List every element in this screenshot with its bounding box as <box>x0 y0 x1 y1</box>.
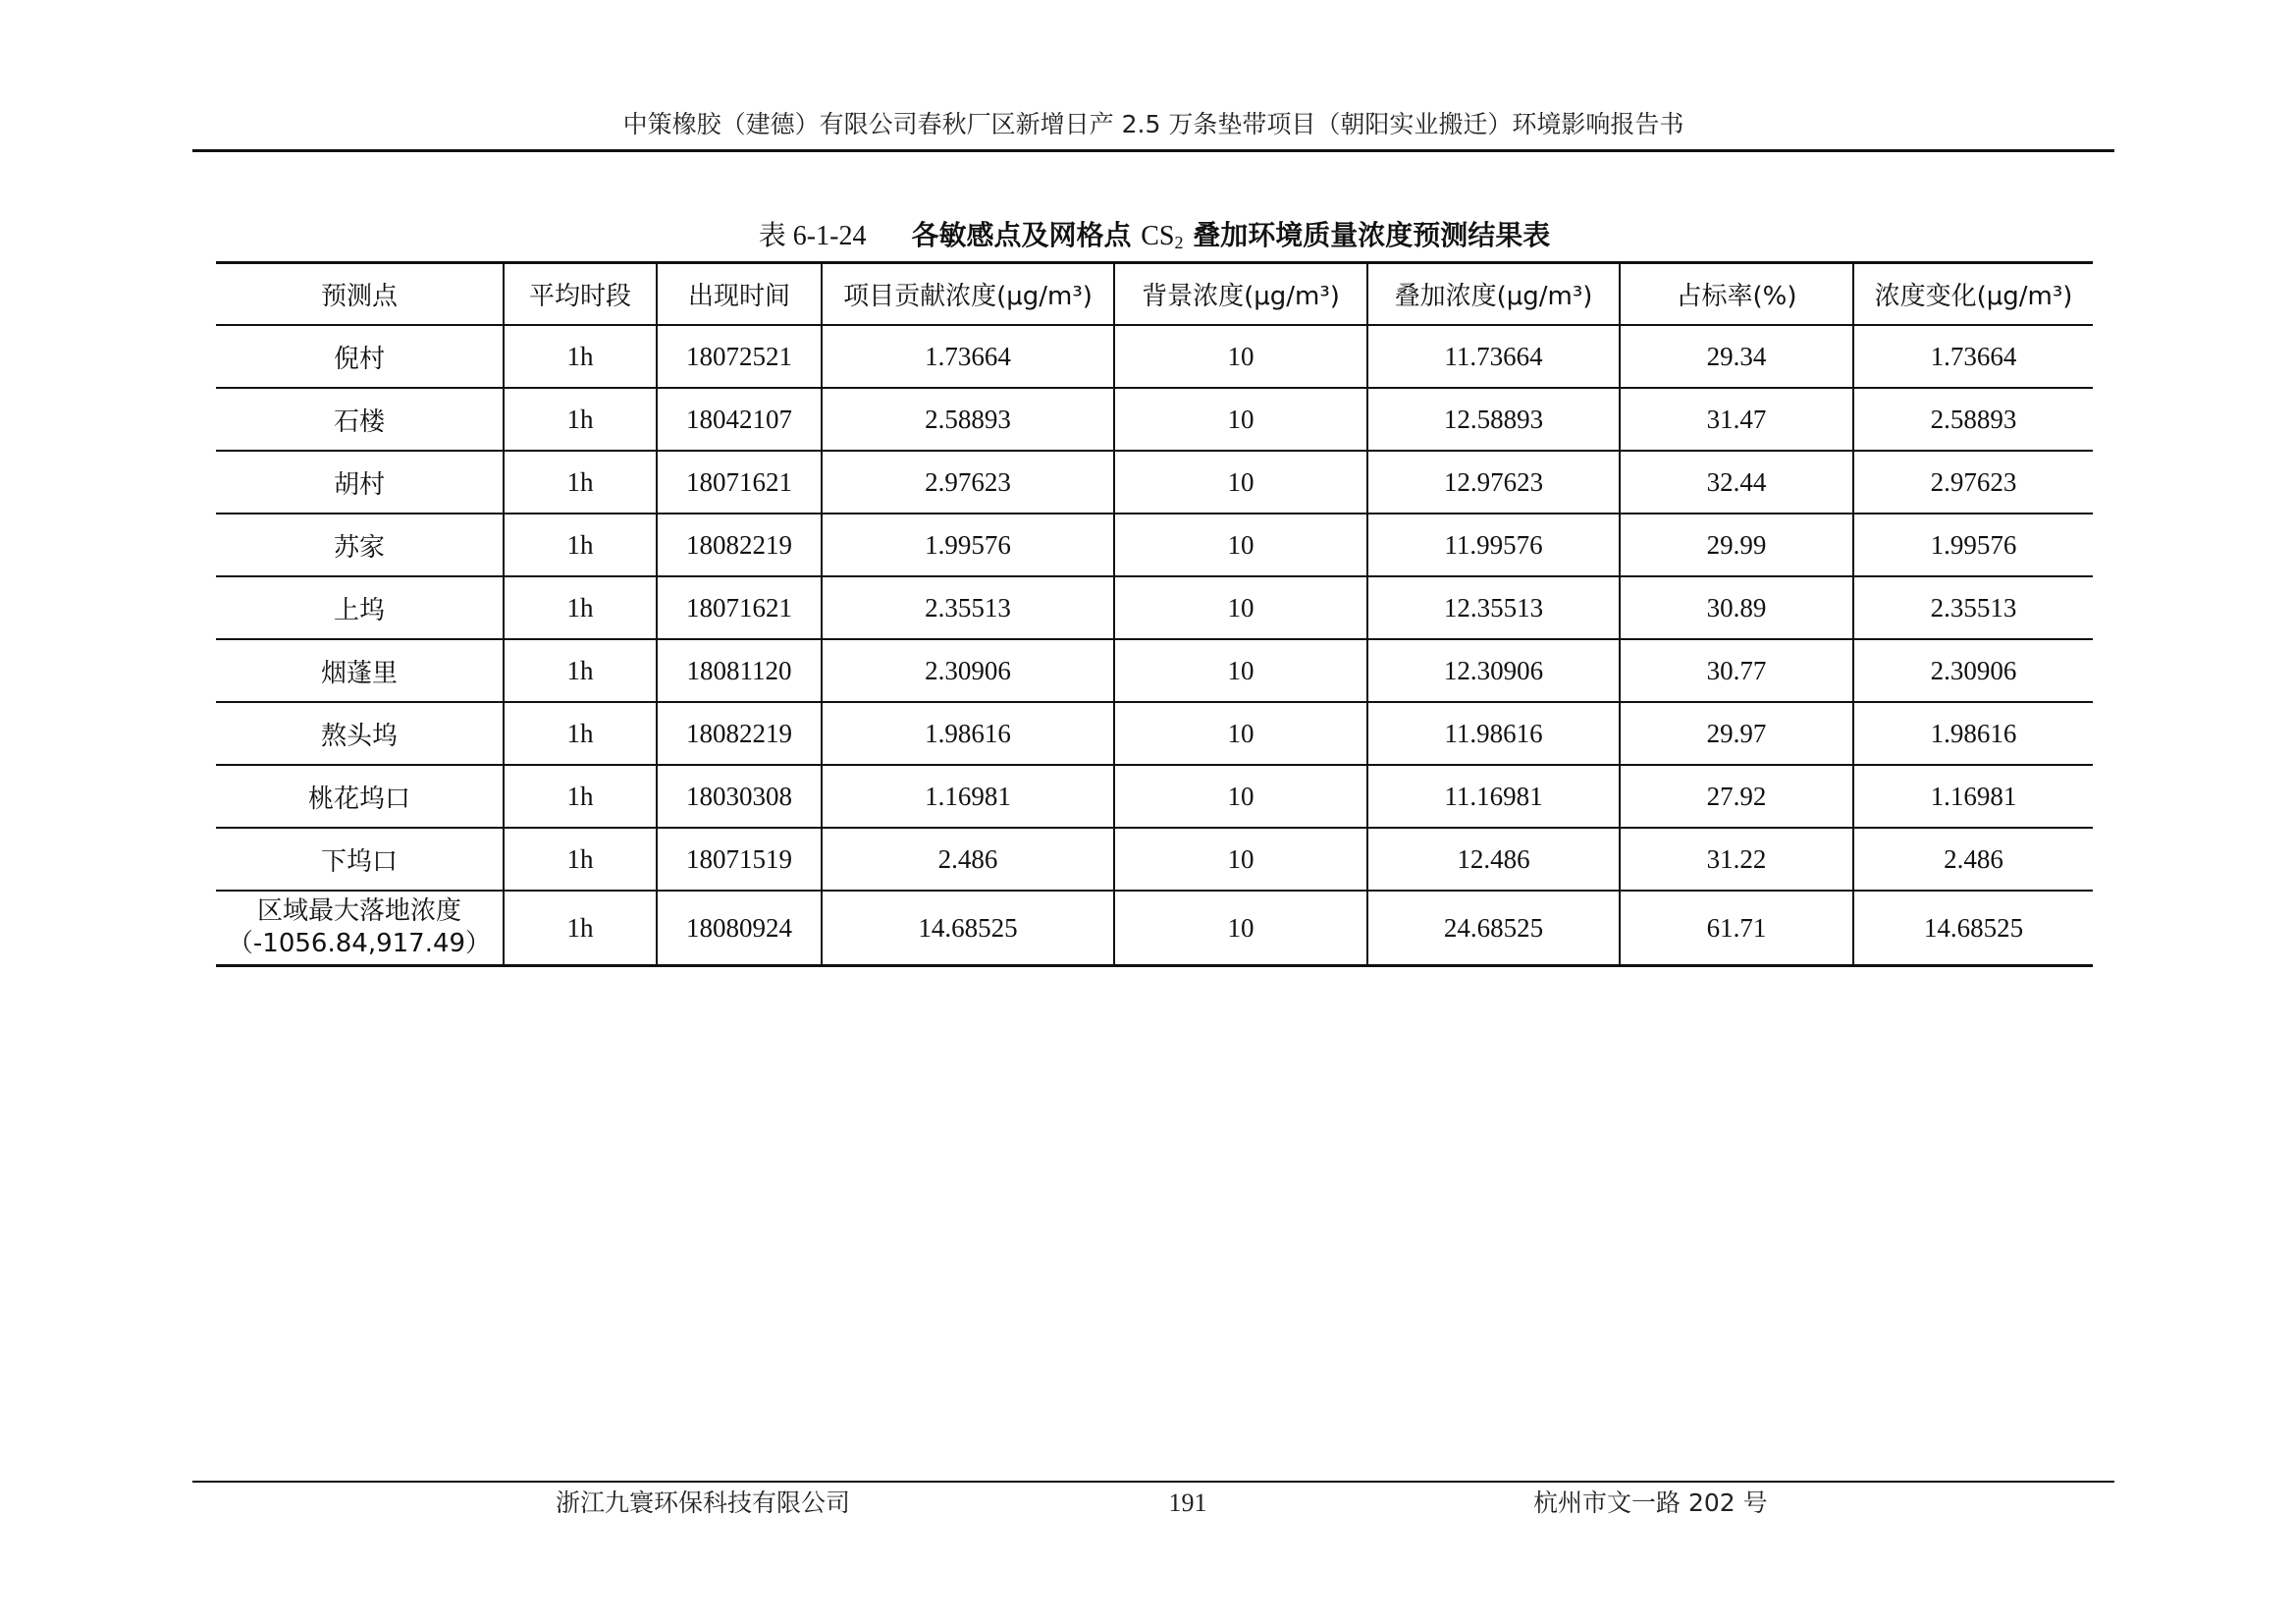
cell-background: 10 <box>1114 639 1367 702</box>
table-header-row <box>216 263 2093 326</box>
cell-time: 18082219 <box>657 702 822 765</box>
footer-address: 杭州市文一路 202 号 <box>1533 1489 1768 1517</box>
table-row <box>216 765 2093 828</box>
table-row <box>216 639 2093 702</box>
header-rule <box>192 149 2114 152</box>
cell-superposed: 11.99576 <box>1367 514 1620 576</box>
cell-point: 苏家 <box>216 514 504 576</box>
cell-superposed: 24.68525 <box>1367 891 1620 966</box>
cell-time: 18071621 <box>657 451 822 514</box>
cell-period: 1h <box>504 765 657 828</box>
cell-change: 2.58893 <box>1853 388 2093 451</box>
cell-change: 1.16981 <box>1853 765 2093 828</box>
cell-background: 10 <box>1114 514 1367 576</box>
cell-time: 18030308 <box>657 765 822 828</box>
page-header: 中策橡胶（建德）有限公司春秋厂区新增日产 2.5 万条垫带项目（朝阳实业搬迁）环境影响报告书 <box>622 110 1684 138</box>
cell-background: 10 <box>1114 702 1367 765</box>
cell-point: 上坞 <box>216 576 504 639</box>
cell-contribution: 1.16981 <box>822 765 1114 828</box>
cell-ratio: 61.71 <box>1620 891 1853 966</box>
cell-contribution: 14.68525 <box>822 891 1114 966</box>
cell-change: 1.99576 <box>1853 514 2093 576</box>
cell-change: 1.73664 <box>1853 325 2093 388</box>
table-row <box>216 325 2093 388</box>
table-row <box>216 388 2093 451</box>
table-row-max <box>216 891 2093 966</box>
cell-background: 10 <box>1114 765 1367 828</box>
cell-time: 18080924 <box>657 891 822 966</box>
cell-point: 石楼 <box>216 388 504 451</box>
table-row <box>216 828 2093 891</box>
table-row <box>216 451 2093 514</box>
column-header-superposed: 叠加浓度(μg/m³) <box>1367 263 1620 326</box>
cell-background: 10 <box>1114 325 1367 388</box>
cell-change: 2.35513 <box>1853 576 2093 639</box>
cell-time: 18082219 <box>657 514 822 576</box>
cell-period: 1h <box>504 388 657 451</box>
cell-point: 烟蓬里 <box>216 639 504 702</box>
cell-change: 1.98616 <box>1853 702 2093 765</box>
cell-change: 2.30906 <box>1853 639 2093 702</box>
table-row <box>216 576 2093 639</box>
cell-ratio: 30.77 <box>1620 639 1853 702</box>
footer-rule <box>192 1481 2114 1483</box>
cell-time: 18081120 <box>657 639 822 702</box>
table-row <box>216 514 2093 576</box>
cell-superposed: 12.97623 <box>1367 451 1620 514</box>
column-header-point: 预测点 <box>216 263 504 326</box>
cell-background: 10 <box>1114 576 1367 639</box>
cell-time: 18071519 <box>657 828 822 891</box>
cell-point: 桃花坞口 <box>216 765 504 828</box>
cell-period: 1h <box>504 702 657 765</box>
page-number: 191 <box>1168 1489 1207 1517</box>
cell-background: 10 <box>1114 891 1367 966</box>
cell-time: 18071621 <box>657 576 822 639</box>
cell-contribution: 2.35513 <box>822 576 1114 639</box>
table-title-prefix: 各敏感点及网格点 <box>911 219 1142 251</box>
cell-ratio: 29.99 <box>1620 514 1853 576</box>
table-number: 表 6-1-24 <box>758 221 867 251</box>
cell-background: 10 <box>1114 828 1367 891</box>
column-header-contribution: 项目贡献浓度(μg/m³) <box>822 263 1114 326</box>
cell-ratio: 27.92 <box>1620 765 1853 828</box>
cell-ratio: 29.97 <box>1620 702 1853 765</box>
table-title-subscript: 2 <box>1174 233 1184 252</box>
cell-contribution: 2.30906 <box>822 639 1114 702</box>
column-header-period: 平均时段 <box>504 263 657 326</box>
cell-contribution: 1.99576 <box>822 514 1114 576</box>
cell-superposed: 11.73664 <box>1367 325 1620 388</box>
prediction-table <box>216 261 2093 967</box>
cell-period: 1h <box>504 325 657 388</box>
cell-period: 1h <box>504 639 657 702</box>
cell-contribution: 2.58893 <box>822 388 1114 451</box>
cell-ratio: 31.22 <box>1620 828 1853 891</box>
cell-period: 1h <box>504 576 657 639</box>
cell-point <box>216 891 504 966</box>
cell-time: 18042107 <box>657 388 822 451</box>
cell-superposed: 11.16981 <box>1367 765 1620 828</box>
cell-ratio: 31.47 <box>1620 388 1853 451</box>
cell-superposed: 12.58893 <box>1367 388 1620 451</box>
column-header-change: 浓度变化(μg/m³) <box>1853 263 2093 326</box>
cell-background: 10 <box>1114 451 1367 514</box>
cell-contribution: 1.98616 <box>822 702 1114 765</box>
cell-period: 1h <box>504 891 657 966</box>
column-header-background: 背景浓度(μg/m³) <box>1114 263 1367 326</box>
cell-point-line1: 区域最大落地浓度 <box>256 896 461 926</box>
cell-point-line2: （-1056.84,917.49） <box>227 929 492 958</box>
cell-ratio: 29.34 <box>1620 325 1853 388</box>
cell-point: 熬头坞 <box>216 702 504 765</box>
cell-contribution: 2.486 <box>822 828 1114 891</box>
cell-period: 1h <box>504 514 657 576</box>
cell-superposed: 11.98616 <box>1367 702 1620 765</box>
cell-contribution: 1.73664 <box>822 325 1114 388</box>
cell-ratio: 30.89 <box>1620 576 1853 639</box>
column-header-ratio: 占标率(%) <box>1620 263 1853 326</box>
cell-point: 倪村 <box>216 325 504 388</box>
cell-period: 1h <box>504 451 657 514</box>
table-row <box>216 702 2093 765</box>
table-title <box>216 218 2093 260</box>
cell-change: 2.486 <box>1853 828 2093 891</box>
cell-change: 2.97623 <box>1853 451 2093 514</box>
footer-company: 浙江九寰环保科技有限公司 <box>556 1489 851 1517</box>
cell-change: 14.68525 <box>1853 891 2093 966</box>
cell-point: 下坞口 <box>216 828 504 891</box>
table-title-cs: CS <box>1141 221 1175 251</box>
cell-time: 18072521 <box>657 325 822 388</box>
cell-point: 胡村 <box>216 451 504 514</box>
table-title-suffix: 叠加环境质量浓度预测结果表 <box>1183 219 1551 251</box>
cell-ratio: 32.44 <box>1620 451 1853 514</box>
cell-contribution: 2.97623 <box>822 451 1114 514</box>
cell-period: 1h <box>504 828 657 891</box>
column-header-time: 出现时间 <box>657 263 822 326</box>
cell-background: 10 <box>1114 388 1367 451</box>
cell-superposed: 12.486 <box>1367 828 1620 891</box>
cell-superposed: 12.35513 <box>1367 576 1620 639</box>
cell-superposed: 12.30906 <box>1367 639 1620 702</box>
